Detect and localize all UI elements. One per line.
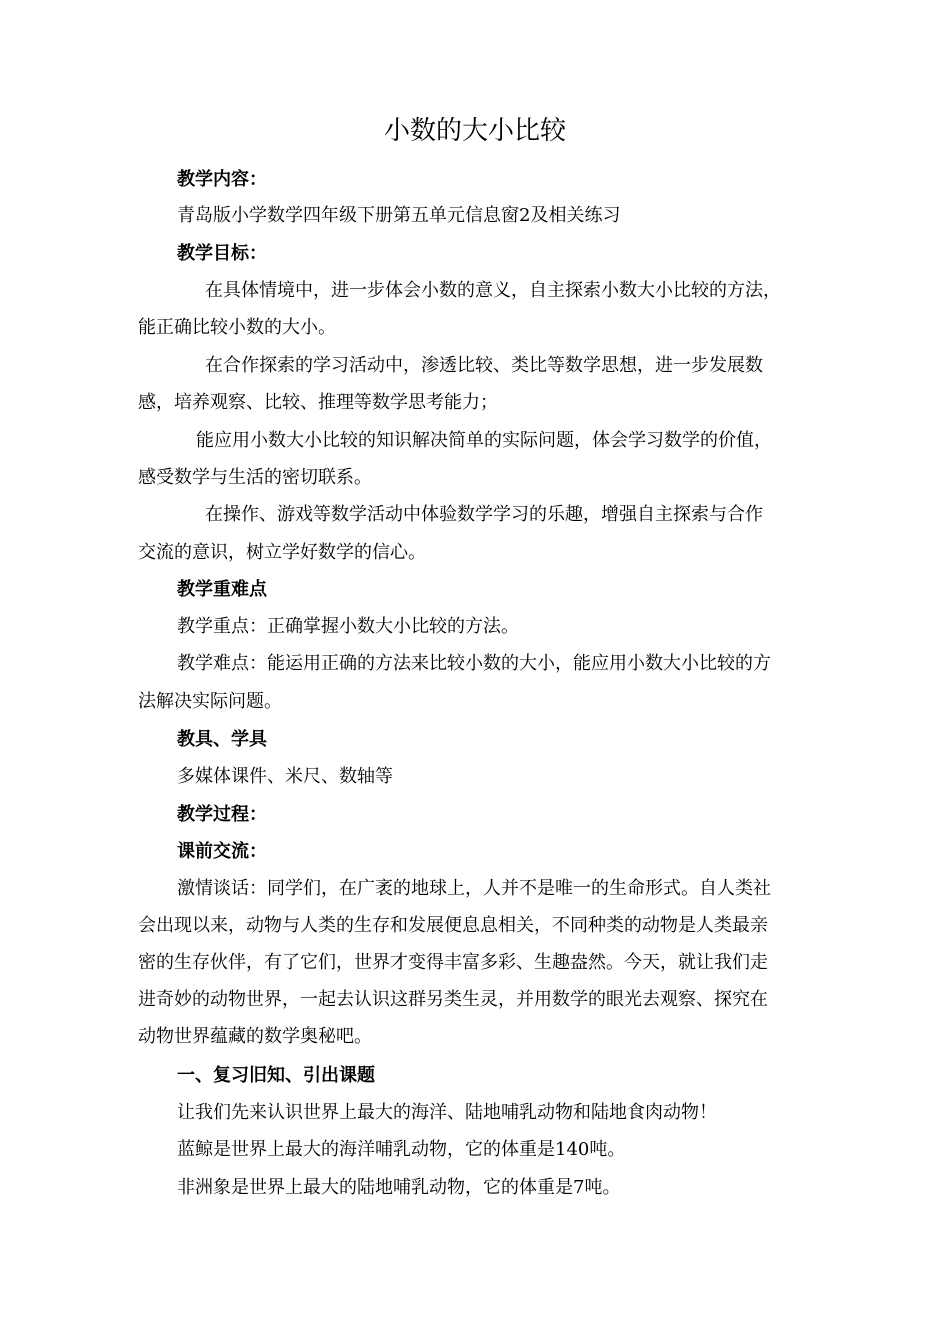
part-1-line-2: 蓝鲸是世界上最大的海洋哺乳动物，它的体重是140吨。 [177,1139,626,1160]
goal-1-line-2: 能正确比较小数的大小。 [138,317,336,338]
tools-heading: 教具、学具 [177,729,267,750]
tools-text: 多媒体课件、米尺、数轴等 [177,766,393,787]
goal-1-line-1: 在具体情境中，进一步体会小数的意义，自主探索小数大小比较的方法， [205,280,781,301]
intro-heading: 课前交流： [177,841,267,862]
content-text: 青岛版小学数学四年级下册第五单元信息窗2及相关练习 [177,205,621,226]
intro-line-3: 密的生存伙伴，有了它们，世界才变得丰富多彩、生趣盎然。今天，就让我们走 [138,952,768,973]
key-heading: 教学重难点 [177,579,267,600]
goals-heading: 教学目标： [177,243,267,264]
part-1-heading: 一、复习旧知、引出课题 [177,1065,375,1086]
intro-line-2: 会出现以来，动物与人类的生存和发展便息息相关，不同种类的动物是人类最亲 [138,915,768,936]
goal-3-line-2: 感受数学与生活的密切联系。 [138,467,372,488]
intro-line-4: 进奇妙的动物世界，一起去认识这群另类生灵，并用数学的眼光去观察、探究在 [138,989,768,1010]
intro-line-5: 动物世界蕴藏的数学奥秘吧。 [138,1026,372,1047]
content-heading: 教学内容： [177,169,267,190]
key-point: 教学重点：正确掌握小数大小比较的方法。 [177,616,519,637]
part-1-line-1: 让我们先来认识世界上最大的海洋、陆地哺乳动物和陆地食肉动物！ [177,1102,717,1123]
goal-3-line-1: 能应用小数大小比较的知识解决简单的实际问题，体会学习数学的价值， [196,430,772,451]
intro-line-1: 激情谈话：同学们，在广袤的地球上，人并不是唯一的生命形式。自人类社 [177,878,771,899]
part-1-line-3: 非洲象是世界上最大的陆地哺乳动物，它的体重是7吨。 [177,1177,621,1198]
goal-2-line-1: 在合作探索的学习活动中，渗透比较、类比等数学思想，进一步发展数 [205,355,763,376]
goal-4-line-1: 在操作、游戏等数学活动中体验数学学习的乐趣，增强自主探索与合作 [205,504,763,525]
difficulty-line-2: 法解决实际问题。 [138,691,282,712]
goal-2-line-2: 感，培养观察、比较、推理等数学思考能力； [138,392,498,413]
document-title: 小数的大小比较 [383,116,566,146]
process-heading: 教学过程： [177,804,267,825]
goal-4-line-2: 交流的意识，树立学好数学的信心。 [138,542,426,563]
difficulty-line-1: 教学难点：能运用正确的方法来比较小数的大小，能应用小数大小比较的方 [177,653,771,674]
